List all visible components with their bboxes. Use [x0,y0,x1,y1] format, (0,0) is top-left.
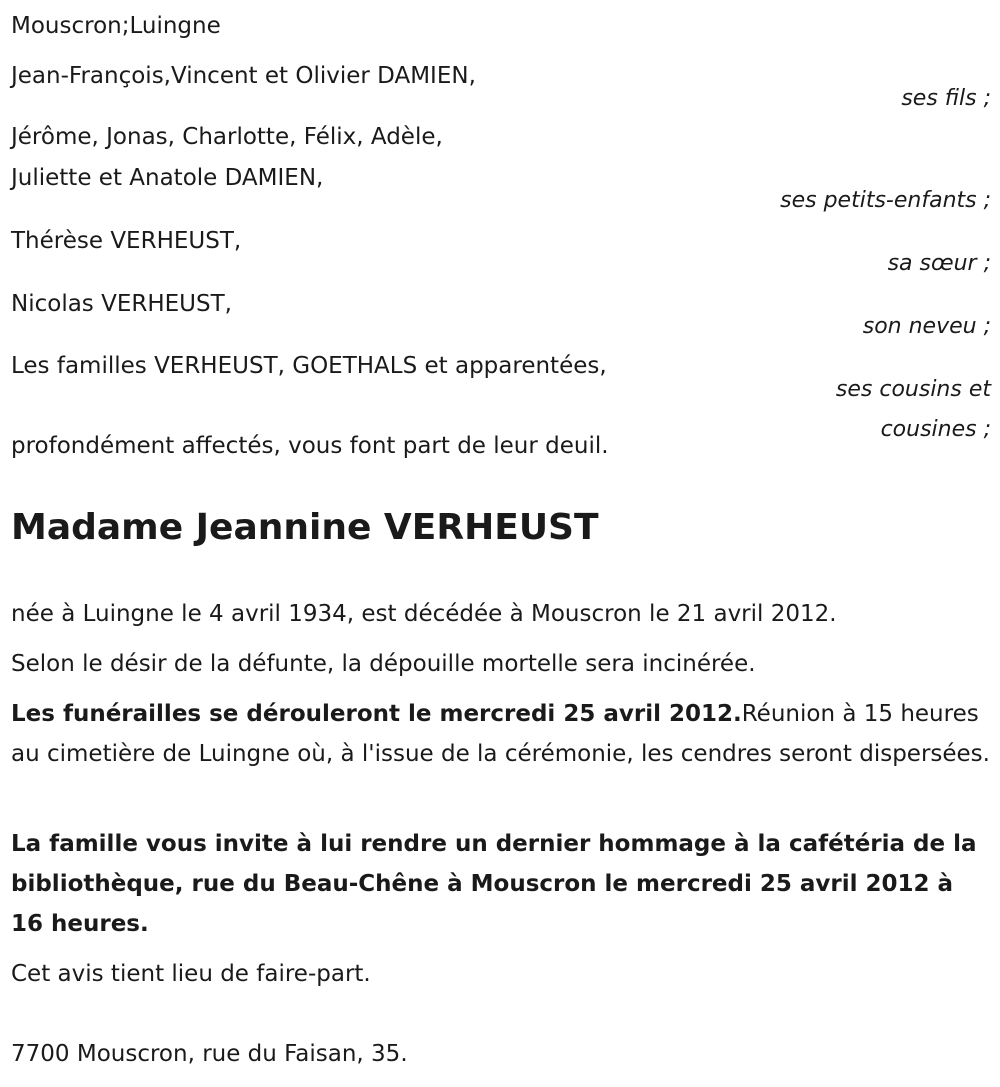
sister-name: Thérèse VERHEUST, [11,228,242,254]
sons-names: Jean-François,Vincent et Olivier DAMIEN, [11,63,476,89]
families-names: Les familles VERHEUST, GOETHALS et apparentées, [11,353,607,379]
grandchildren-role: ses petits-enfants ; [780,188,991,213]
families-role-line2: cousines ; [880,417,991,442]
funeral-details: Réunion à 15 heures au cimetière de Luingne où, à l'issue de la cérémonie, les cendres seront dispersées. [11,701,990,767]
sister-role: sa sœur ; [887,251,991,276]
sons-role: ses fils ; [901,86,991,111]
grandchildren-names-line1: Jérôme, Jonas, Charlotte, Félix, Adèle, [11,124,443,150]
grandchildren-names-line2: Juliette et Anatole DAMIEN, [11,165,324,191]
cremation-wish: Selon le désir de la défunte, la dépouille mortelle sera incinérée. [11,651,756,677]
notice-line: Cet avis tient lieu de faire-part. [11,961,371,987]
birth-death-line: née à Luingne le 4 avril 1934, est décédée à Mouscron le 21 avril 2012. [11,601,837,627]
obituary-notice [11,0,991,1087]
address-line: 7700 Mouscron, rue du Faisan, 35. [11,1041,408,1067]
closing-line: profondément affectés, vous font part de leur deuil. [11,433,609,459]
funeral-paragraph [11,694,991,774]
families-role-line1: ses cousins et [835,377,991,402]
invitation-paragraph: La famille vous invite à lui rendre un dernier hommage à la cafétéria de la bibliothèque, rue du Beau-Chêne à Mouscron le mercredi 25 avril 2012 à 16 heures. [11,831,977,937]
funeral-date-bold: Les funérailles se dérouleront le mercredi 25 avril 2012. [11,701,742,727]
deceased-name: Madame Jeannine VERHEUST [11,507,599,548]
location-header: Mouscron;Luingne [11,13,221,39]
nephew-name: Nicolas VERHEUST, [11,291,232,317]
nephew-role: son neveu ; [862,314,991,339]
